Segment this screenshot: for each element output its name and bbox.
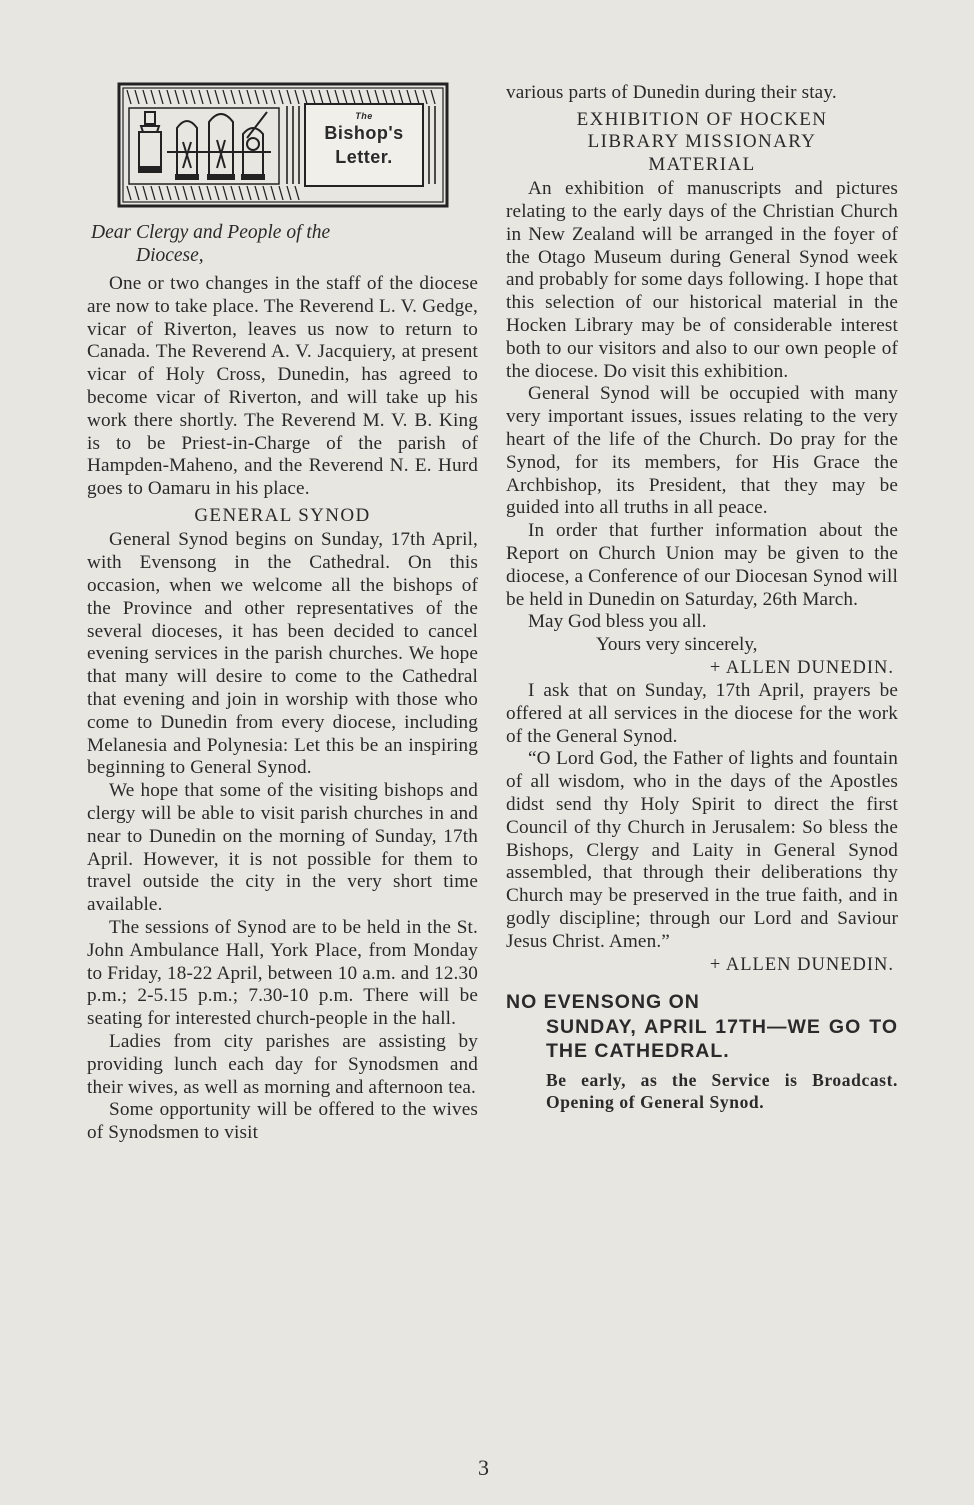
right-column (506, 82, 898, 1114)
signature-allen-dunedin-2: + ALLEN DUNEDIN. (709, 954, 894, 975)
notice-subheading: SUNDAY, APRIL 17TH—WE GO TO THE CATHEDRAL. (546, 1015, 898, 1062)
paragraph-continued: various parts of Dunedin during their stay. (506, 82, 837, 103)
heading-general-synod: GENERAL SYNOD (194, 504, 371, 526)
paragraph-wives-visit: Some opportunity will be offered to the wives of Synodsmen to visit (87, 1099, 478, 1144)
paragraph-prayer-text: “O Lord God, the Father of lights and fountain of all wisdom, who in the days of the Apostles didst send thy Holy Spirit to direct the first Council of thy Church in Jerusalem: So bless the Bishops, Clergy and Laity in General Synod assembled, that through their deliberations thy Church may be preserved in the true faith, and in godly discipline; through our Lord and Saviour Jesus Christ. Amen.” (506, 748, 898, 952)
closing-blessing: May God bless you all. (528, 611, 707, 633)
left-column (87, 82, 478, 1145)
salutation-line1: Dear Clergy and People of the (91, 222, 331, 243)
heading-hocken-line3: MATERIAL (648, 153, 756, 175)
valediction: Yours very sincerely, (596, 634, 758, 656)
paragraph-sessions: The sessions of Synod are to be held in the St. John Ambulance Hall, York Place, from Monday to Friday, 18-22 April, between 10 a.m. and 12.30 p.m.; 2-5.15 p.m.; 7.30-10 p.m. There will be seating for interested church-people in the hall. (87, 917, 478, 1030)
notice-heading: NO EVENSONG ON (506, 990, 700, 1013)
banner-title-line1: Bishop's (324, 123, 404, 143)
heading-hocken-line1: EXHIBITION OF HOCKEN (576, 108, 828, 130)
bishops-letter-banner (117, 82, 449, 208)
heading-hocken-line2: LIBRARY MISSIONARY (587, 131, 817, 153)
banner-title-line2: Letter. (335, 147, 393, 167)
paragraph-pray-for-synod: General Synod will be occupied with many very important issues, issues relating to the very heart of the life of the Church. Do pray for the Synod, for its members, for His Grace the Archbishop, its President, that they may be guided into all truths in all peace. (506, 383, 898, 519)
salutation (91, 222, 478, 267)
page-number: 3 (478, 1455, 489, 1480)
paragraph-visiting-bishops: We hope that some of the visiting bishops and clergy will be able to visit parish churches in and near to Dunedin on the morning of Sunday, 17th April. However, it is not possible for them to travel outside the city in the very short time available. (87, 780, 478, 916)
banner-title (309, 112, 419, 169)
signature-allen-dunedin: + ALLEN DUNEDIN. (709, 658, 894, 679)
banner-title-the: The (355, 111, 373, 121)
paragraph-ladies-lunch: Ladies from city parishes are assisting by providing lunch each day for Synodsmen and their wives, as well as morning and afternoon tea. (87, 1031, 478, 1098)
paragraph-exhibition: An exhibition of manuscripts and pictures relating to the early days of the Christian Church in New Zealand will be arranged in the foyer of the Otago Museum during General Synod week and probably for some days following. I hope that this selection of our historical material in the Hocken Library may be of considerable interest both to our visitors and also to our own people of the diocese. Do visit this exhibition. (506, 178, 898, 382)
notice-details: Be early, as the Service is Broadcast. Opening of General Synod. (546, 1069, 898, 1113)
salutation-line2: Diocese, (136, 244, 204, 266)
paragraph-staff-changes: One or two changes in the staff of the diocese are now to take place. The Reverend L. V. Gedge, vicar of Riverton, leaves us now to return to Canada. The Reverend A. V. Jacquiery, at present vicar of Holy Cross, Dunedin, has agreed to become vicar of Riverton, and will take up his work there shortly. The Reverend M. V. B. King is to be Priest-in-Charge of the parish of Hampden-Maheno, and the Reverend N. E. Hurd goes to Oamaru in his place. (87, 273, 478, 500)
paragraph-synod-begins: General Synod begins on Sunday, 17th April, with Evensong in the Cathedral. On this occasion, when we welcome all the bishops of the Province and other representatives of the several dioceses, it has been decided to cancel evening services in the parish churches. We hope that many will desire to come to the Cathedral that evening and join in worship with those who come to Dunedin from every diocese, including Melanesia and Polynesia: Let this be an inspiring beginning to General Synod. (87, 529, 478, 779)
paragraph-church-union: In order that further information about the Report on Church Union may be given to the diocese, a Conference of our Diocesan Synod will be held in Dunedin on Saturday, 26th March. (506, 520, 898, 610)
paragraph-prayer-request: I ask that on Sunday, 17th April, prayers be offered at all services in the diocese for the work of the General Synod. (506, 680, 898, 747)
heading-hocken-exhibition (506, 109, 898, 177)
